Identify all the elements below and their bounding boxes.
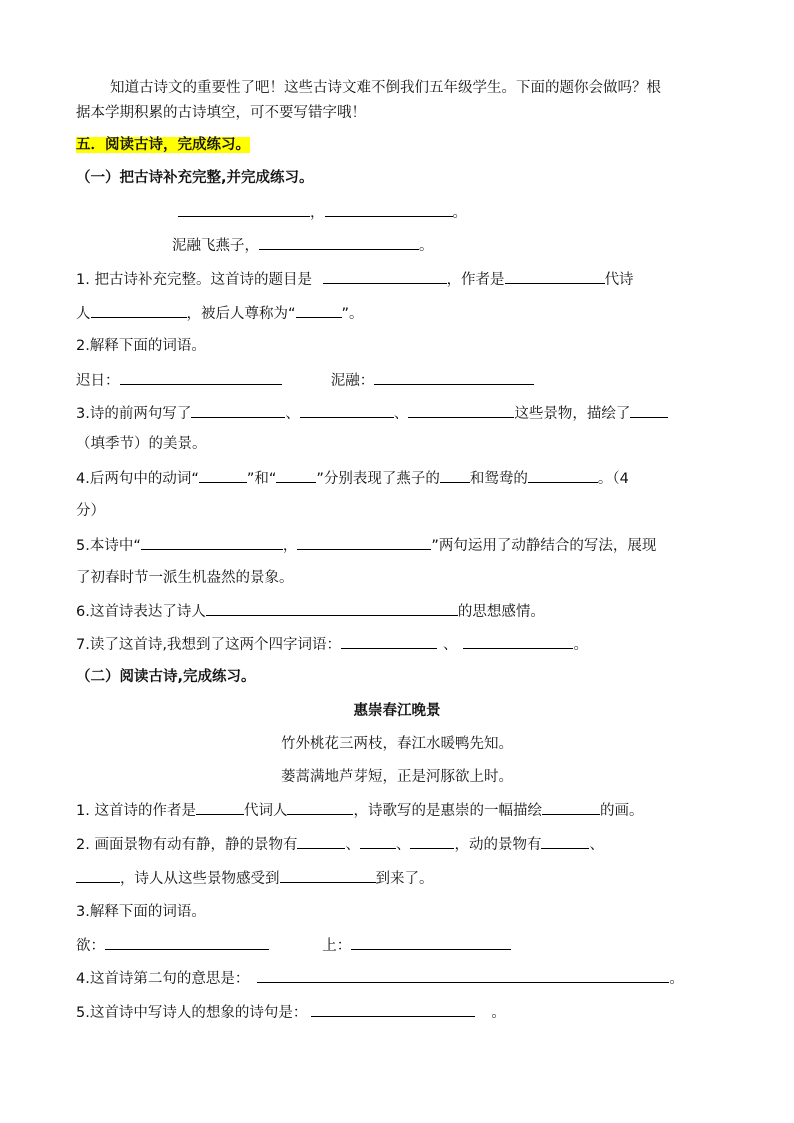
answer-blank[interactable] [541, 834, 589, 849]
answer-blank[interactable] [206, 601, 458, 616]
part1-title: （一）把古诗补充完整,并完成练习。 [76, 170, 314, 186]
answer-blank[interactable] [297, 834, 345, 849]
question-text: 1. 把古诗补充完整。这首诗的题目是 [76, 272, 312, 288]
punct: 。 [669, 971, 684, 987]
answer-blank[interactable] [440, 468, 470, 483]
answer-blank[interactable] [120, 370, 282, 385]
question-text: ，动的景物有 [454, 837, 542, 853]
question-text: 1. 这首诗的作者是 [76, 803, 196, 819]
question-text: 到来了。 [375, 871, 434, 887]
question-text: ，作者是 [446, 272, 505, 288]
question-text: 。（4 [597, 471, 629, 487]
question-text: ”和“ [246, 471, 277, 487]
p2-q3-words [76, 935, 511, 955]
poem-fill-line-2 [172, 235, 434, 255]
punct: 。 [491, 1005, 506, 1021]
question-text: ”两句运用了动静结合的写法，展现 [431, 538, 657, 554]
poem-line-1: 竹外桃花三两枝，春江水暖鸭先知。 [281, 736, 513, 752]
p1-q3-line-2: （填季节）的美景。 [76, 436, 207, 452]
answer-blank[interactable] [542, 800, 600, 815]
answer-blank[interactable] [360, 834, 396, 849]
p2-q2-line-2 [76, 868, 434, 888]
part2-title: （二）阅读古诗,完成练习。 [76, 669, 256, 685]
p2-q1 [76, 800, 643, 820]
p1-q1-line-1 [76, 269, 634, 289]
answer-blank[interactable] [257, 968, 669, 983]
answer-blank[interactable] [341, 634, 437, 649]
question-text: ”。 [341, 306, 364, 322]
p1-q4-line-2: 分） [76, 503, 105, 519]
p2-q5 [76, 1002, 506, 1022]
section-title [76, 135, 250, 155]
answer-blank[interactable] [463, 634, 573, 649]
punct: 。 [573, 637, 588, 653]
answer-blank[interactable] [105, 935, 269, 950]
p1-q1-line-2 [76, 303, 364, 323]
punct: ， [282, 538, 298, 554]
punct: 。 [452, 205, 467, 221]
answer-blank[interactable] [141, 535, 283, 550]
answer-blank[interactable] [191, 403, 285, 418]
question-text: 人 [76, 306, 91, 322]
question-text: 上： [322, 938, 352, 954]
answer-blank[interactable] [410, 834, 454, 849]
question-text: 7.读了这首诗,我想到了这两个四字词语： [76, 637, 341, 653]
answer-blank[interactable] [199, 468, 247, 483]
question-text: 的思想感情。 [457, 604, 545, 620]
answer-blank[interactable] [408, 403, 514, 418]
question-text: 4.这首诗第二句的意思是： [76, 971, 250, 987]
punct: ， [310, 205, 325, 221]
answer-blank[interactable] [280, 868, 376, 883]
question-text: 6.这首诗表达了诗人 [76, 604, 206, 620]
punct: 、 [285, 406, 300, 422]
section-title-highlight: 五．阅读古诗，完成练习。 [76, 137, 250, 153]
answer-blank[interactable] [178, 202, 310, 217]
intro-line-2: 据本学期积累的古诗填空，可不要写错字哦！ [76, 105, 366, 121]
p1-q5-line-2: 了初春时节一派生机盎然的景象。 [76, 570, 294, 586]
p1-q3-line-1 [76, 403, 668, 423]
punct: 、 [393, 406, 409, 422]
answer-blank[interactable] [297, 535, 431, 550]
answer-blank[interactable] [276, 468, 316, 483]
answer-blank[interactable] [311, 1002, 475, 1017]
p1-q4-line-1 [76, 468, 629, 488]
answer-blank[interactable] [630, 403, 668, 418]
question-text: 欲： [76, 938, 105, 954]
question-text: ，诗人从这些景物感受到 [120, 871, 280, 887]
punct: 、 [589, 837, 604, 853]
p2-q2-line-1 [76, 834, 604, 854]
answer-blank[interactable] [76, 868, 120, 883]
punct: 、 [395, 837, 411, 853]
answer-blank[interactable] [296, 303, 342, 318]
p1-q6 [76, 601, 545, 621]
question-text: 3.诗的前两句写了 [76, 406, 192, 422]
question-text: 迟日： [76, 373, 120, 389]
p2-q4 [76, 968, 684, 988]
answer-blank[interactable] [259, 235, 419, 250]
p1-q2-words [76, 370, 534, 390]
poem-line-2: 蒌蒿满地芦芽短，正是河豚欲上时。 [281, 769, 513, 785]
poem-title: 惠崇春江晚景 [353, 703, 441, 719]
intro-line-1: 知道古诗文的重要性了吧！这些古诗文难不倒我们五年级学生。下面的题你会做吗？根 [110, 80, 661, 96]
answer-blank[interactable] [325, 202, 453, 217]
p1-q5-line-1 [76, 535, 656, 555]
answer-blank[interactable] [528, 468, 598, 483]
question-text: 的画。 [599, 803, 644, 819]
question-text: 5.这首诗中写诗人的想象的诗句是： [76, 1005, 308, 1021]
question-text: 代词人 [243, 803, 288, 819]
answer-blank[interactable] [300, 403, 394, 418]
p1-q2-title: 2.解释下面的词语。 [76, 338, 206, 354]
question-text: ，被后人尊称为“ [186, 306, 296, 322]
punct: 、 [345, 837, 360, 853]
punct: 。 [419, 238, 434, 254]
p1-q7 [76, 634, 588, 654]
question-text: 和鸳鸯的 [469, 471, 528, 487]
question-text: 泥融： [330, 373, 375, 389]
answer-blank[interactable] [351, 935, 511, 950]
answer-blank[interactable] [91, 303, 187, 318]
question-text: 4.后两句中的动词“ [76, 471, 199, 487]
answer-blank[interactable] [287, 800, 353, 815]
answer-blank[interactable] [505, 269, 605, 284]
answer-blank[interactable] [196, 800, 244, 815]
p2-q3-title: 3.解释下面的词语。 [76, 904, 206, 920]
question-text: ，诗歌写的是惠崇的一幅描绘 [353, 803, 542, 819]
poem-text: 泥融飞燕子， [172, 238, 259, 254]
question-text: ”分别表现了燕子的 [316, 471, 440, 487]
question-text: 5.本诗中“ [76, 538, 141, 554]
punct: 、 [442, 637, 458, 653]
answer-blank[interactable] [323, 269, 447, 284]
question-text: 2. 画面景物有动有静，静的景物有 [76, 837, 298, 853]
question-text: 代诗 [604, 272, 634, 288]
answer-blank[interactable] [374, 370, 534, 385]
poem-fill-line-1 [178, 202, 467, 222]
question-text: 这些景物，描绘了 [514, 406, 631, 422]
